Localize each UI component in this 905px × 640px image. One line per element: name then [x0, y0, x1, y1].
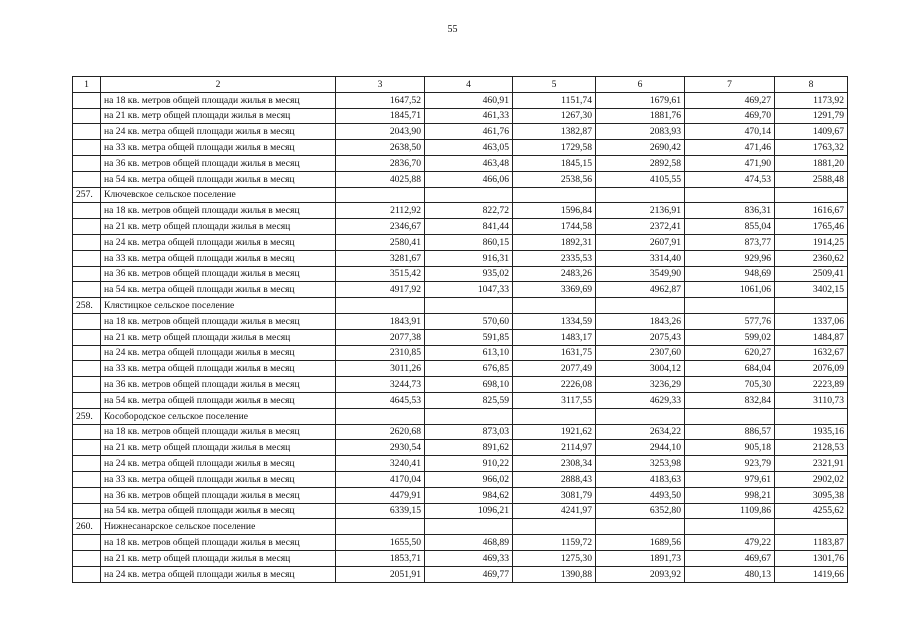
value-cell: 698,10: [425, 377, 513, 393]
value-cell: 886,57: [685, 424, 775, 440]
value-cell: 613,10: [425, 345, 513, 361]
value-cell: 2360,62: [775, 250, 848, 266]
table-row: [73, 155, 848, 171]
empty-cell: [513, 408, 596, 424]
index-cell: [73, 250, 101, 266]
value-cell: 2093,92: [596, 566, 685, 582]
index-cell: [73, 313, 101, 329]
header-cell: 8: [775, 77, 848, 93]
row-label: на 33 кв. метра общей площади жилья в месяц: [101, 361, 336, 377]
row-label: на 21 кв. метр общей площади жилья в месяц: [101, 550, 336, 566]
row-label: на 18 кв. метров общей площади жилья в месяц: [101, 203, 336, 219]
value-cell: 873,77: [685, 234, 775, 250]
index-cell: [73, 124, 101, 140]
value-cell: 6352,80: [596, 503, 685, 519]
section-index: 257.: [73, 187, 101, 203]
value-cell: 1632,67: [775, 345, 848, 361]
table-row: [73, 566, 848, 582]
empty-cell: [336, 187, 425, 203]
value-cell: 836,31: [685, 203, 775, 219]
value-cell: 910,22: [425, 456, 513, 472]
empty-cell: [775, 408, 848, 424]
value-cell: 1275,30: [513, 550, 596, 566]
empty-cell: [336, 298, 425, 314]
empty-cell: [775, 519, 848, 535]
table-row: [73, 219, 848, 235]
value-cell: 1881,20: [775, 155, 848, 171]
empty-cell: [596, 187, 685, 203]
value-cell: 2226,08: [513, 377, 596, 393]
index-cell: [73, 487, 101, 503]
value-cell: 984,62: [425, 487, 513, 503]
value-cell: 2483,26: [513, 266, 596, 282]
value-cell: 620,27: [685, 345, 775, 361]
value-cell: 2634,22: [596, 424, 685, 440]
section-title: Ключевское сельское поселение: [101, 187, 336, 203]
value-cell: 461,33: [425, 108, 513, 124]
value-cell: 1679,61: [596, 92, 685, 108]
value-cell: 2321,91: [775, 456, 848, 472]
index-cell: [73, 203, 101, 219]
value-cell: 873,03: [425, 424, 513, 440]
row-label: на 18 кв. метров общей площади жилья в месяц: [101, 424, 336, 440]
empty-cell: [425, 298, 513, 314]
row-label: на 36 кв. метров общей площади жилья в месяц: [101, 155, 336, 171]
header-cell: 2: [101, 77, 336, 93]
value-cell: 832,84: [685, 392, 775, 408]
value-cell: 3095,38: [775, 487, 848, 503]
value-cell: 2588,48: [775, 171, 848, 187]
value-cell: 979,61: [685, 471, 775, 487]
header-cell: 6: [596, 77, 685, 93]
value-cell: 469,33: [425, 550, 513, 566]
tariff-table: [72, 76, 848, 583]
table-row: [73, 487, 848, 503]
value-cell: 1845,71: [336, 108, 425, 124]
section-row: [73, 187, 848, 203]
value-cell: 2607,91: [596, 234, 685, 250]
value-cell: 2310,85: [336, 345, 425, 361]
table-row: [73, 550, 848, 566]
value-cell: 3402,15: [775, 282, 848, 298]
value-cell: 684,04: [685, 361, 775, 377]
index-cell: [73, 471, 101, 487]
value-cell: 1096,21: [425, 503, 513, 519]
row-label: на 54 кв. метра общей площади жилья в месяц: [101, 392, 336, 408]
empty-cell: [685, 298, 775, 314]
table-row: [73, 329, 848, 345]
value-cell: 860,15: [425, 234, 513, 250]
value-cell: 2223,89: [775, 377, 848, 393]
empty-cell: [425, 187, 513, 203]
table-row: [73, 234, 848, 250]
value-cell: 705,30: [685, 377, 775, 393]
value-cell: 1484,87: [775, 329, 848, 345]
value-cell: 1881,76: [596, 108, 685, 124]
value-cell: 998,21: [685, 487, 775, 503]
index-cell: [73, 282, 101, 298]
value-cell: 3110,73: [775, 392, 848, 408]
table-row: [73, 440, 848, 456]
value-cell: 1419,66: [775, 566, 848, 582]
value-cell: 2638,50: [336, 140, 425, 156]
table-row: [73, 108, 848, 124]
value-cell: 3253,98: [596, 456, 685, 472]
row-label: на 54 кв. метра общей площади жилья в месяц: [101, 282, 336, 298]
value-cell: 1337,06: [775, 313, 848, 329]
value-cell: 1891,73: [596, 550, 685, 566]
value-cell: 470,14: [685, 124, 775, 140]
value-cell: 822,72: [425, 203, 513, 219]
row-label: на 36 кв. метров общей площади жилья в месяц: [101, 377, 336, 393]
index-cell: [73, 566, 101, 582]
value-cell: 2888,43: [513, 471, 596, 487]
index-cell: [73, 108, 101, 124]
value-cell: 2307,60: [596, 345, 685, 361]
value-cell: 4493,50: [596, 487, 685, 503]
value-cell: 3515,42: [336, 266, 425, 282]
value-cell: 1843,26: [596, 313, 685, 329]
value-cell: 1159,72: [513, 535, 596, 551]
table-row: [73, 424, 848, 440]
value-cell: 3004,12: [596, 361, 685, 377]
value-cell: 463,48: [425, 155, 513, 171]
value-cell: 948,69: [685, 266, 775, 282]
section-index: 260.: [73, 519, 101, 535]
value-cell: 2051,91: [336, 566, 425, 582]
value-cell: 4105,55: [596, 171, 685, 187]
index-cell: [73, 550, 101, 566]
value-cell: 2930,54: [336, 440, 425, 456]
value-cell: 2690,42: [596, 140, 685, 156]
value-cell: 1301,76: [775, 550, 848, 566]
section-index: 258.: [73, 298, 101, 314]
index-cell: [73, 140, 101, 156]
index-cell: [73, 234, 101, 250]
value-cell: 4025,88: [336, 171, 425, 187]
value-cell: 3236,29: [596, 377, 685, 393]
value-cell: 3281,67: [336, 250, 425, 266]
value-cell: 3549,90: [596, 266, 685, 282]
row-label: на 24 кв. метра общей площади жилья в месяц: [101, 124, 336, 140]
value-cell: 570,60: [425, 313, 513, 329]
value-cell: 1655,50: [336, 535, 425, 551]
index-cell: [73, 440, 101, 456]
table-row: [73, 377, 848, 393]
value-cell: 2308,34: [513, 456, 596, 472]
value-cell: 1390,88: [513, 566, 596, 582]
value-cell: 891,62: [425, 440, 513, 456]
value-cell: 471,46: [685, 140, 775, 156]
value-cell: 4170,04: [336, 471, 425, 487]
value-cell: 6339,15: [336, 503, 425, 519]
value-cell: 1047,33: [425, 282, 513, 298]
value-cell: 1334,59: [513, 313, 596, 329]
table-row: [73, 456, 848, 472]
value-cell: 1763,32: [775, 140, 848, 156]
index-cell: [73, 329, 101, 345]
section-title: Нижнесанарское сельское поселение: [101, 519, 336, 535]
table-row: [73, 392, 848, 408]
value-cell: 1183,87: [775, 535, 848, 551]
table-row: [73, 92, 848, 108]
value-cell: 1616,67: [775, 203, 848, 219]
value-cell: 4255,62: [775, 503, 848, 519]
row-label: на 36 кв. метров общей площади жилья в месяц: [101, 487, 336, 503]
row-label: на 21 кв. метр общей площади жилья в месяц: [101, 440, 336, 456]
page-number: 55: [447, 24, 458, 35]
value-cell: 1729,58: [513, 140, 596, 156]
table-row: [73, 250, 848, 266]
empty-cell: [513, 298, 596, 314]
index-cell: [73, 92, 101, 108]
row-label: на 24 кв. метра общей площади жилья в месяц: [101, 345, 336, 361]
index-cell: [73, 171, 101, 187]
value-cell: 1853,71: [336, 550, 425, 566]
value-cell: 3240,41: [336, 456, 425, 472]
section-title: Кособородское сельское поселение: [101, 408, 336, 424]
empty-cell: [596, 298, 685, 314]
value-cell: 2538,56: [513, 171, 596, 187]
section-title: Клястицкое сельское поселение: [101, 298, 336, 314]
value-cell: 2077,49: [513, 361, 596, 377]
value-cell: 3244,73: [336, 377, 425, 393]
row-label: на 18 кв. метров общей площади жилья в месяц: [101, 535, 336, 551]
header-cell: 1: [73, 77, 101, 93]
value-cell: 1765,46: [775, 219, 848, 235]
value-cell: 1914,25: [775, 234, 848, 250]
empty-cell: [425, 408, 513, 424]
header-cell: 4: [425, 77, 513, 93]
value-cell: 4917,92: [336, 282, 425, 298]
index-cell: [73, 392, 101, 408]
value-cell: 2620,68: [336, 424, 425, 440]
value-cell: 2892,58: [596, 155, 685, 171]
value-cell: 2136,91: [596, 203, 685, 219]
value-cell: 1596,84: [513, 203, 596, 219]
row-label: на 54 кв. метра общей площади жилья в месяц: [101, 503, 336, 519]
value-cell: 3369,69: [513, 282, 596, 298]
value-cell: 1845,15: [513, 155, 596, 171]
table-row: [73, 471, 848, 487]
index-cell: [73, 345, 101, 361]
header-cell: 7: [685, 77, 775, 93]
value-cell: 469,27: [685, 92, 775, 108]
value-cell: 1843,91: [336, 313, 425, 329]
table-row: [73, 124, 848, 140]
value-cell: 591,85: [425, 329, 513, 345]
row-label: на 24 кв. метра общей площади жилья в месяц: [101, 566, 336, 582]
value-cell: 2076,09: [775, 361, 848, 377]
index-cell: [73, 219, 101, 235]
row-label: на 21 кв. метр общей площади жилья в месяц: [101, 108, 336, 124]
index-cell: [73, 266, 101, 282]
value-cell: 479,22: [685, 535, 775, 551]
row-label: на 24 кв. метра общей площади жилья в месяц: [101, 234, 336, 250]
value-cell: 929,96: [685, 250, 775, 266]
empty-cell: [336, 408, 425, 424]
value-cell: 935,02: [425, 266, 513, 282]
table-row: [73, 345, 848, 361]
index-cell: [73, 377, 101, 393]
section-row: [73, 519, 848, 535]
table-row: [73, 266, 848, 282]
table-row: [73, 140, 848, 156]
value-cell: 1173,92: [775, 92, 848, 108]
empty-cell: [685, 408, 775, 424]
row-label: на 21 кв. метр общей площади жилья в месяц: [101, 219, 336, 235]
value-cell: 1061,06: [685, 282, 775, 298]
empty-cell: [336, 519, 425, 535]
empty-cell: [775, 187, 848, 203]
section-index: 259.: [73, 408, 101, 424]
empty-cell: [685, 519, 775, 535]
row-label: на 36 кв. метров общей площади жилья в месяц: [101, 266, 336, 282]
index-cell: [73, 155, 101, 171]
value-cell: 469,70: [685, 108, 775, 124]
value-cell: 1409,67: [775, 124, 848, 140]
index-cell: [73, 361, 101, 377]
value-cell: 1892,31: [513, 234, 596, 250]
row-label: на 33 кв. метра общей площади жилья в месяц: [101, 471, 336, 487]
value-cell: 2043,90: [336, 124, 425, 140]
value-cell: 841,44: [425, 219, 513, 235]
value-cell: 1689,56: [596, 535, 685, 551]
value-cell: 3117,55: [513, 392, 596, 408]
value-cell: 2128,53: [775, 440, 848, 456]
value-cell: 2944,10: [596, 440, 685, 456]
value-cell: 2112,92: [336, 203, 425, 219]
value-cell: 2335,53: [513, 250, 596, 266]
row-label: на 33 кв. метра общей площади жилья в месяц: [101, 140, 336, 156]
index-cell: [73, 424, 101, 440]
value-cell: 1744,58: [513, 219, 596, 235]
value-cell: 825,59: [425, 392, 513, 408]
row-label: на 21 кв. метр общей площади жилья в месяц: [101, 329, 336, 345]
value-cell: 2083,93: [596, 124, 685, 140]
empty-cell: [685, 187, 775, 203]
value-cell: 2077,38: [336, 329, 425, 345]
value-cell: 1921,62: [513, 424, 596, 440]
value-cell: 4962,87: [596, 282, 685, 298]
value-cell: 460,91: [425, 92, 513, 108]
empty-cell: [425, 519, 513, 535]
value-cell: 905,18: [685, 440, 775, 456]
header-row: [73, 77, 848, 93]
value-cell: 2075,43: [596, 329, 685, 345]
table-row: [73, 171, 848, 187]
index-cell: [73, 456, 101, 472]
header-cell: 3: [336, 77, 425, 93]
value-cell: 676,85: [425, 361, 513, 377]
value-cell: 3314,40: [596, 250, 685, 266]
value-cell: 4183,63: [596, 471, 685, 487]
value-cell: 1151,74: [513, 92, 596, 108]
value-cell: 2580,41: [336, 234, 425, 250]
value-cell: 461,76: [425, 124, 513, 140]
value-cell: 2902,02: [775, 471, 848, 487]
index-cell: [73, 503, 101, 519]
table-row: [73, 361, 848, 377]
value-cell: 469,67: [685, 550, 775, 566]
value-cell: 1631,75: [513, 345, 596, 361]
value-cell: 966,02: [425, 471, 513, 487]
value-cell: 577,76: [685, 313, 775, 329]
empty-cell: [596, 519, 685, 535]
value-cell: 469,77: [425, 566, 513, 582]
value-cell: 2346,67: [336, 219, 425, 235]
value-cell: 474,53: [685, 171, 775, 187]
value-cell: 468,89: [425, 535, 513, 551]
index-cell: [73, 535, 101, 551]
value-cell: 466,06: [425, 171, 513, 187]
row-label: на 24 кв. метра общей площади жилья в месяц: [101, 456, 336, 472]
empty-cell: [775, 298, 848, 314]
table-row: [73, 203, 848, 219]
value-cell: 1291,79: [775, 108, 848, 124]
value-cell: 923,79: [685, 456, 775, 472]
header-cell: 5: [513, 77, 596, 93]
value-cell: 3081,79: [513, 487, 596, 503]
row-label: на 18 кв. метров общей площади жилья в месяц: [101, 313, 336, 329]
value-cell: 4241,97: [513, 503, 596, 519]
value-cell: 2509,41: [775, 266, 848, 282]
value-cell: 1109,86: [685, 503, 775, 519]
value-cell: 463,05: [425, 140, 513, 156]
value-cell: 471,90: [685, 155, 775, 171]
empty-cell: [596, 408, 685, 424]
table-row: [73, 503, 848, 519]
value-cell: 2114,97: [513, 440, 596, 456]
table-row: [73, 313, 848, 329]
section-row: [73, 408, 848, 424]
value-cell: 1267,30: [513, 108, 596, 124]
empty-cell: [513, 187, 596, 203]
row-label: на 33 кв. метра общей площади жилья в месяц: [101, 250, 336, 266]
table-row: [73, 282, 848, 298]
value-cell: 1382,87: [513, 124, 596, 140]
value-cell: 1647,52: [336, 92, 425, 108]
value-cell: 1935,16: [775, 424, 848, 440]
section-row: [73, 298, 848, 314]
value-cell: 4629,33: [596, 392, 685, 408]
value-cell: 2836,70: [336, 155, 425, 171]
empty-cell: [513, 519, 596, 535]
row-label: на 54 кв. метра общей площади жилья в месяц: [101, 171, 336, 187]
value-cell: 2372,41: [596, 219, 685, 235]
value-cell: 855,04: [685, 219, 775, 235]
value-cell: 1483,17: [513, 329, 596, 345]
value-cell: 3011,26: [336, 361, 425, 377]
row-label: на 18 кв. метров общей площади жилья в месяц: [101, 92, 336, 108]
table-row: [73, 535, 848, 551]
value-cell: 4645,53: [336, 392, 425, 408]
value-cell: 599,02: [685, 329, 775, 345]
value-cell: 4479,91: [336, 487, 425, 503]
value-cell: 916,31: [425, 250, 513, 266]
value-cell: 480,13: [685, 566, 775, 582]
